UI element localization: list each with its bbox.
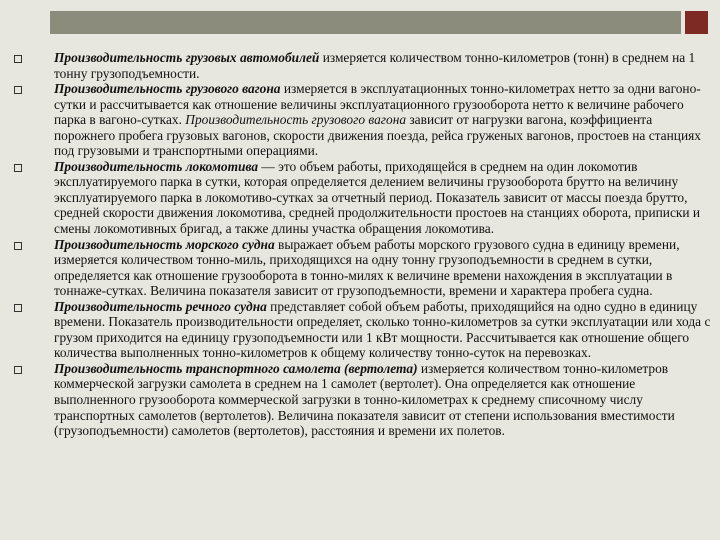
list-item xyxy=(14,50,716,81)
corner-accent xyxy=(685,11,708,34)
item-text xyxy=(54,50,716,81)
item-term: Производительность морского судна xyxy=(54,236,275,252)
square-bullet-icon xyxy=(14,242,22,250)
item-term: Производительность грузового вагона xyxy=(54,81,281,97)
item-body: — это объем работы, приходящейся в среднем на один локомотив эксплуатируемого парка в сутки, которая определяется делением величины грузооборота брутто на величину эксплуатируемого парка в локомотиво-сутках за отчетный период. Показатель зависит от массы поезда брутто, средней скорости движения локомотива, средней продолжительности простоев на станциях оборота, приписки и смены локомотивных бригад, а также длины участка обращения локомотива. xyxy=(54,158,701,237)
list-item xyxy=(14,159,716,237)
square-bullet-icon xyxy=(14,55,22,63)
item-body: измеряется количеством тонно-километров коммерческой загрузки самолета в среднем на 1 самолет (вертолет). Она определяется как отношение выполненного грузооборота коммерческой загрузки в тонно-километрах к среднему списочному числу транспортных самолетов (вертолетов). Величина показателя зависит от степени использования вместимости (грузоподъемности) самолетов (вертолетов), расстояния и времени их полетов. xyxy=(54,360,675,439)
item-body: измеряется количеством тонно-километров (тонн) в среднем на 1 тонну грузоподъемности. xyxy=(54,50,696,81)
item-term: Производительность грузовых автомобилей xyxy=(54,50,320,65)
item-body: зависит от нагрузки вагона, коэффициента порожнего пробега грузовых вагонов, скорости движения поезда, рейса груженых вагонов, простоев на станциях под грузовыми и транспортными операциями. xyxy=(54,112,701,159)
item-term: Производительность речного судна xyxy=(54,298,267,314)
list-item xyxy=(14,81,716,159)
item-body: выражает объем работы морского грузового судна в единицу времени, измеряется количеством тонно-миль, приходящихся на одну тонну грузоподъемности в среднем в сутки, определяется как отношение грузооборота в тонно-милях к величине времени нахождения в эксплуатации в тоннаже-сутках. Величина показателя зависит от грузоподъемности, времени и характера пробега судна. xyxy=(54,236,680,299)
item-text xyxy=(54,237,716,299)
bullet-list xyxy=(14,50,716,439)
item-body: измеряется в эксплуатационных тонно-километрах нетто за одни вагоно-сутки и рассчитывается как отношение величины эксплуатационного грузооборота нетто к величине рабочего парка в вагоно-сутках. xyxy=(54,81,701,128)
square-bullet-icon xyxy=(14,164,22,172)
item-text xyxy=(54,159,716,237)
item-emphasis: Производительность грузового вагона xyxy=(185,112,407,128)
square-bullet-icon xyxy=(14,86,22,94)
title-bar xyxy=(50,11,681,34)
item-term: Производительность локомотива xyxy=(54,158,259,174)
item-text xyxy=(54,81,716,159)
item-text xyxy=(54,299,716,361)
square-bullet-icon xyxy=(14,304,22,312)
list-item xyxy=(14,299,716,361)
list-item xyxy=(14,361,716,439)
square-bullet-icon xyxy=(14,366,22,374)
list-item xyxy=(14,237,716,299)
item-body: представляет собой объем работы, приходящийся на одно судно в единицу времени. Показатель производительности определяет, сколько тонно-километров за сутки эксплуатации или хода с грузом приходится на единицу грузоподъемности или 1 кВт мощности. Рассчитывается как отношение общего количества выполненных тонно-километров к общему количеству тонно-суток на перевозках. xyxy=(54,298,711,361)
item-text xyxy=(54,361,716,439)
item-term: Производительность транспортного самолета (вертолета) xyxy=(54,360,418,376)
